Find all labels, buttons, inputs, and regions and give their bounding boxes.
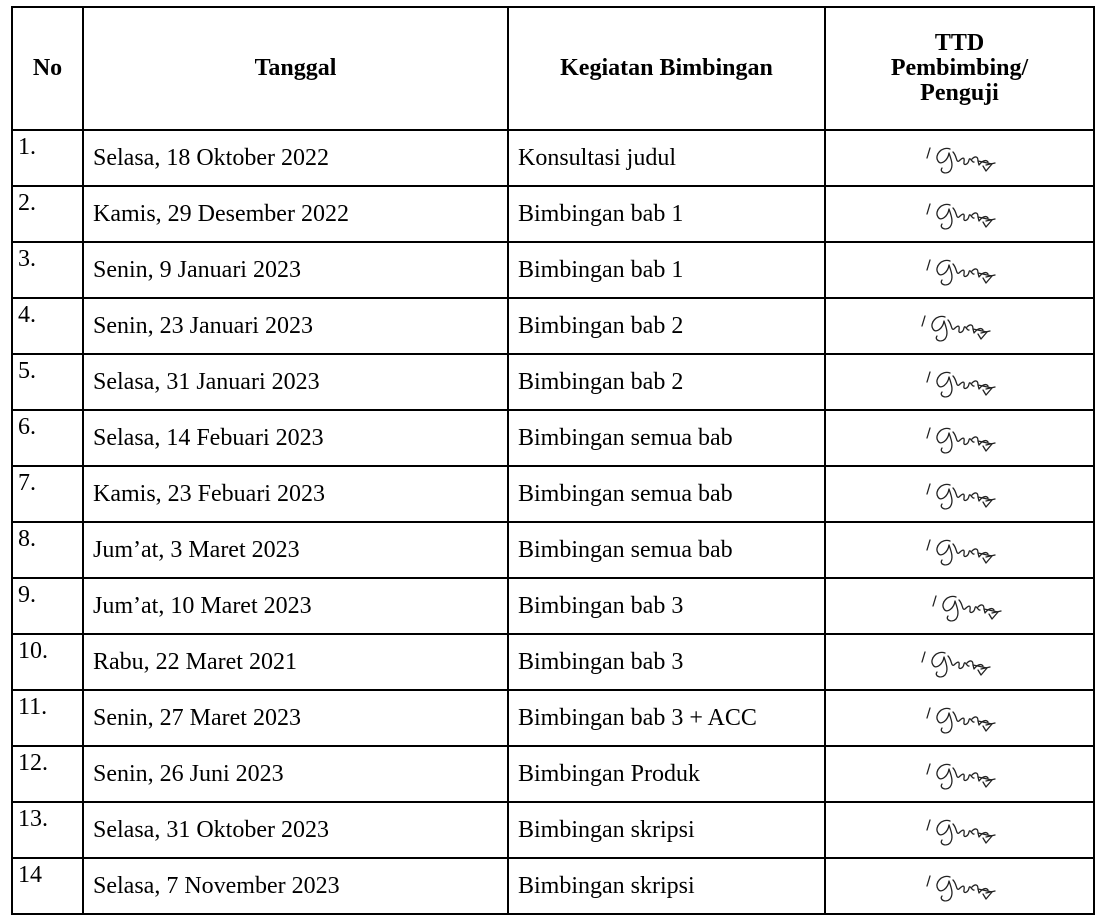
handwritten-signature-icon (920, 866, 1000, 906)
row-date: Selasa, 7 November 2023 (83, 858, 508, 914)
row-number: 6. (12, 410, 83, 466)
table-row (12, 410, 1094, 466)
row-activity: Bimbingan skripsi (508, 858, 825, 914)
row-date: Jum’at, 10 Maret 2023 (83, 578, 508, 634)
row-date: Selasa, 14 Febuari 2023 (83, 410, 508, 466)
row-number: 10. (12, 634, 83, 690)
table-row (12, 130, 1094, 186)
row-signature (825, 578, 1094, 634)
row-activity: Konsultasi judul (508, 130, 825, 186)
row-date: Senin, 27 Maret 2023 (83, 690, 508, 746)
table-row (12, 690, 1094, 746)
table-row (12, 634, 1094, 690)
row-number: 1. (12, 130, 83, 186)
row-signature (825, 410, 1094, 466)
row-activity: Bimbingan bab 2 (508, 298, 825, 354)
row-date: Kamis, 23 Febuari 2023 (83, 466, 508, 522)
row-date: Senin, 9 Januari 2023 (83, 242, 508, 298)
row-signature (825, 130, 1094, 186)
handwritten-signature-icon (920, 754, 1000, 794)
table-row (12, 858, 1094, 914)
header-ttd-line3: Penguji (920, 80, 999, 107)
table-row (12, 354, 1094, 410)
row-number: 2. (12, 186, 83, 242)
row-date: Selasa, 18 Oktober 2022 (83, 130, 508, 186)
row-date: Jum’at, 3 Maret 2023 (83, 522, 508, 578)
row-date: Rabu, 22 Maret 2021 (83, 634, 508, 690)
row-activity: Bimbingan semua bab (508, 466, 825, 522)
row-activity: Bimbingan bab 1 (508, 242, 825, 298)
handwritten-signature-icon (920, 250, 1000, 290)
handwritten-signature-icon (920, 474, 1000, 514)
table-row (12, 242, 1094, 298)
row-number: 8. (12, 522, 83, 578)
row-number: 7. (12, 466, 83, 522)
row-signature (825, 858, 1094, 914)
row-activity: Bimbingan skripsi (508, 802, 825, 858)
row-date: Senin, 23 Januari 2023 (83, 298, 508, 354)
table-row (12, 578, 1094, 634)
row-number: 12. (12, 746, 83, 802)
header-ttd-line2: Pembimbing/ (890, 54, 1029, 81)
row-date: Senin, 26 Juni 2023 (83, 746, 508, 802)
row-activity: Bimbingan semua bab (508, 410, 825, 466)
handwritten-signature-icon (915, 306, 995, 346)
row-activity: Bimbingan bab 2 (508, 354, 825, 410)
row-activity: Bimbingan bab 3 + ACC (508, 690, 825, 746)
row-date: Selasa, 31 Januari 2023 (83, 354, 508, 410)
row-number: 9. (12, 578, 83, 634)
row-date: Kamis, 29 Desember 2022 (83, 186, 508, 242)
table-row (12, 298, 1094, 354)
row-activity: Bimbingan bab 3 (508, 578, 825, 634)
handwritten-signature-icon (920, 698, 1000, 738)
guidance-log-table (11, 6, 1095, 915)
row-activity: Bimbingan Produk (508, 746, 825, 802)
row-signature (825, 298, 1094, 354)
handwritten-signature-icon (920, 530, 1000, 570)
handwritten-signature-icon (920, 138, 1000, 178)
header-no: No (12, 7, 83, 130)
table-row (12, 186, 1094, 242)
row-activity: Bimbingan bab 1 (508, 186, 825, 242)
table-row (12, 746, 1094, 802)
row-number: 13. (12, 802, 83, 858)
handwritten-signature-icon (920, 362, 1000, 402)
row-number: 5. (12, 354, 83, 410)
row-signature (825, 186, 1094, 242)
row-number: 3. (12, 242, 83, 298)
header-tanggal: Tanggal (83, 7, 508, 130)
table-row (12, 522, 1094, 578)
row-signature (825, 354, 1094, 410)
row-signature (825, 746, 1094, 802)
table-row (12, 802, 1094, 858)
row-activity: Bimbingan bab 3 (508, 634, 825, 690)
handwritten-signature-icon (920, 418, 1000, 458)
table-row (12, 466, 1094, 522)
row-signature (825, 466, 1094, 522)
row-signature (825, 634, 1094, 690)
row-signature (825, 242, 1094, 298)
handwritten-signature-icon (926, 586, 1006, 626)
row-number: 4. (12, 298, 83, 354)
table-body (12, 130, 1094, 914)
row-number: 14 (12, 858, 83, 914)
handwritten-signature-icon (915, 642, 995, 682)
row-number: 11. (12, 690, 83, 746)
row-date: Selasa, 31 Oktober 2023 (83, 802, 508, 858)
handwritten-signature-icon (920, 194, 1000, 234)
row-signature (825, 522, 1094, 578)
header-ttd-line1: TTD (934, 29, 985, 56)
row-activity: Bimbingan semua bab (508, 522, 825, 578)
handwritten-signature-icon (920, 810, 1000, 850)
row-signature (825, 690, 1094, 746)
table-header-row (12, 7, 1094, 130)
header-kegiatan: Kegiatan Bimbingan (508, 7, 825, 130)
row-signature (825, 802, 1094, 858)
header-ttd (825, 7, 1094, 130)
